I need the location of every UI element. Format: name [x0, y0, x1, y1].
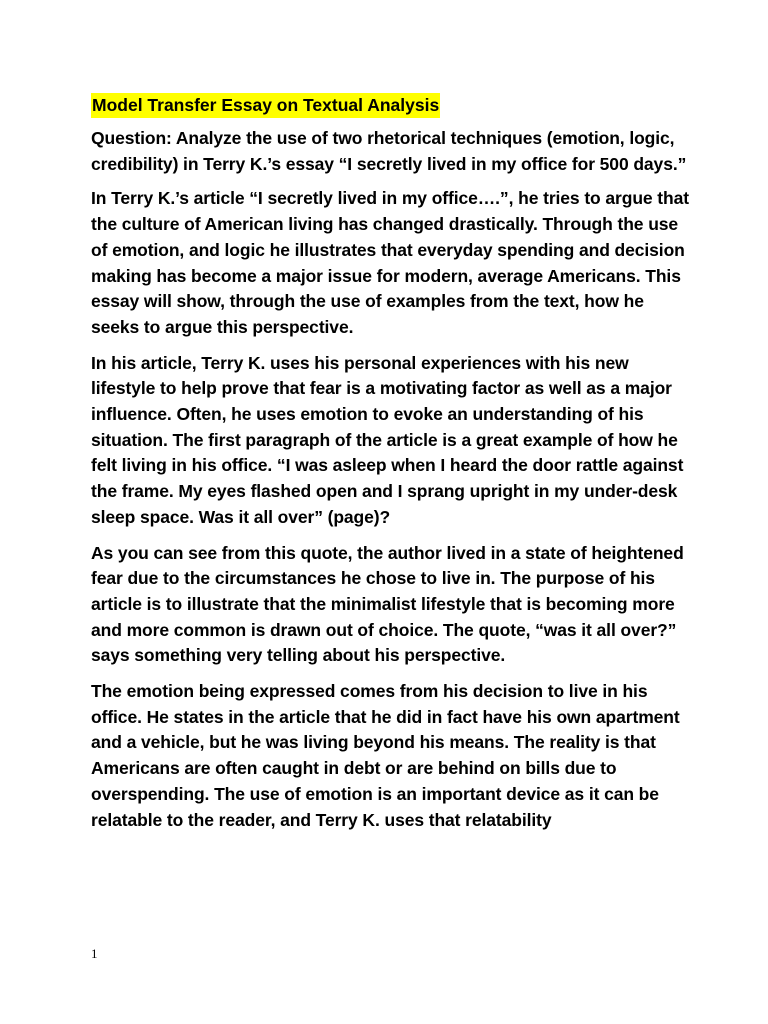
- paragraph-body-1: In his article, Terry K. uses his personal experiences with his new lifestyle to help prove that fear is a motivating factor as well as a major influence. Often, he uses emotion to evoke an understanding of his situation. The first paragraph of the article is a great example of how he felt living in his office. “I was asleep when I heard the door rattle against the frame. My eyes flashed open and I sprang upright in my under-desk sleep space. Was it all over” (page)?: [91, 352, 684, 527]
- paragraph-introduction: In Terry K.’s article “I secretly lived in my office….”, he tries to argue that the culture of American living has changed drastically. Through the use of emotion, and logic he illustrates that everyday spending and decision making has become a major issue for modern, average Americans. This essay will show, through the use of examples from the text, how he seeks to argue this perspective.: [91, 188, 689, 337]
- document-body: [91, 93, 689, 843]
- page-number: 1: [91, 946, 98, 961]
- document-title: Model Transfer Essay on Textual Analysis: [91, 93, 440, 118]
- paragraph-body-3: The emotion being expressed comes from his decision to live in his office. He states in the article that he did in fact have his own apartment and a vehicle, but he was living beyond his means. The reality is that Americans are often caught in debt or are behind on bills due to overspending. The use of emotion is an important device as it can be relatable to the reader, and Terry K. uses that relatability: [91, 681, 680, 830]
- paragraph-body-2: As you can see from this quote, the author lived in a state of heightened fear due to the circumstances he chose to live in. The purpose of his article is to illustrate that the minimalist lifestyle that is becoming more and more common is drawn out of choice. The quote, “was it all over?” says something very telling about his perspective.: [91, 542, 684, 666]
- essay-question: Question: Analyze the use of two rhetorical techniques (emotion, logic, credibility) in Terry K.’s essay “I secretly lived in my office for 500 days.”: [91, 128, 687, 174]
